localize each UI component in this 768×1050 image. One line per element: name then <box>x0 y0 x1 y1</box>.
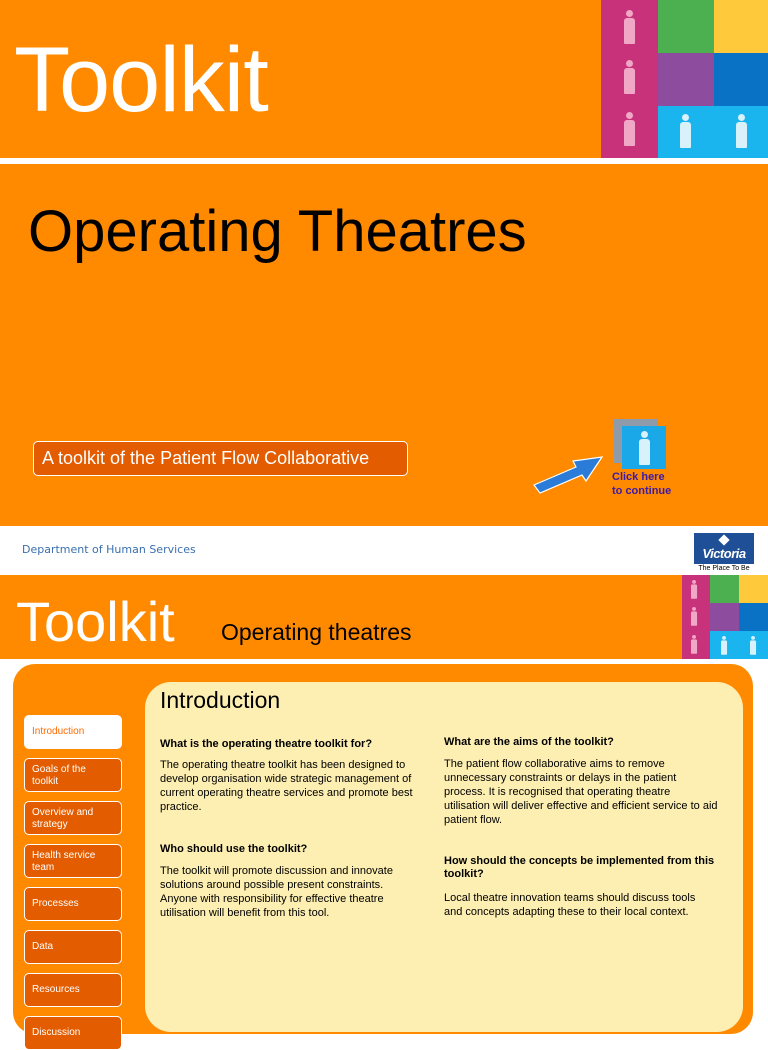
mosaic-blue <box>739 603 768 631</box>
mosaic-yellow <box>714 0 768 53</box>
answer-4: Local theatre innovation teams should discuss tools and concepts adapting these to their local context. <box>444 892 696 918</box>
person-icon <box>691 607 697 626</box>
mosaic-cyan <box>710 631 768 659</box>
mosaic-yellow <box>739 575 768 603</box>
nav-data[interactable]: Data <box>24 930 122 964</box>
victoria-logo <box>694 533 754 573</box>
nav-processes[interactable]: Processes <box>24 887 122 921</box>
mosaic-green <box>658 0 714 53</box>
person-icon <box>691 580 697 599</box>
continue-link[interactable] <box>612 470 671 498</box>
answer-2: The toolkit will promote discussion and innovate solutions around possible present constraints. Anyone with responsibility for effective theatre utilisation will benefit from this tool. <box>160 865 393 919</box>
nav-resources[interactable]: Resources <box>24 973 122 1007</box>
mosaic-blue <box>714 53 768 106</box>
continue-button[interactable] <box>614 419 666 469</box>
logo-tagline: The Place To Be <box>694 564 754 573</box>
person-icon <box>721 636 727 655</box>
crown-icon <box>718 534 729 545</box>
question-2: Who should use the toolkit? <box>160 843 308 855</box>
question-1: What is the operating theatre toolkit for? <box>160 738 373 750</box>
intro-title: Toolkit <box>16 590 175 653</box>
continue-line-1: Click here <box>612 471 665 483</box>
person-icon <box>624 112 634 146</box>
tagline-box: A toolkit of the Patient Flow Collaborative <box>33 441 408 476</box>
person-icon <box>624 60 634 94</box>
person-icon <box>750 636 756 655</box>
arrow-icon <box>530 453 610 495</box>
title-banner <box>0 0 768 158</box>
person-icon <box>624 10 634 44</box>
person-icon <box>736 114 746 148</box>
nav-introduction[interactable]: Introduction <box>24 715 122 749</box>
person-icon <box>680 114 690 148</box>
nav-goals[interactable]: Goals of the toolkit <box>24 758 122 792</box>
nav-discussion[interactable]: Discussion <box>24 1016 122 1050</box>
section-heading: Introduction <box>160 687 281 713</box>
question-4: How should the concepts be implemented from this toolkit? <box>444 855 715 880</box>
mosaic-purple <box>658 53 714 106</box>
mosaic-cyan <box>658 106 768 158</box>
logo-name: Victoria <box>702 546 746 561</box>
department-label: Department of Human Services <box>22 543 196 556</box>
continue-line-2: to continue <box>612 485 672 497</box>
nav-overview[interactable]: Overview and strategy <box>24 801 122 835</box>
mosaic-purple <box>710 603 739 631</box>
footer <box>0 526 768 575</box>
person-icon <box>639 431 649 465</box>
answer-1: The operating theatre toolkit has been designed to develop organisation wide strategic management of current operating theatre services and promote best practice. <box>160 759 413 813</box>
answer-3: The patient flow collaborative aims to remove unnecessary constraints or delays in the patient process. It is recognised that operating theatre utilisation will deliver effective and efficient service to aid patient flow. <box>444 758 718 826</box>
nav-health-service-team[interactable]: Health service team <box>24 844 122 878</box>
intro-header <box>0 575 768 659</box>
mosaic-green <box>710 575 739 603</box>
person-icon <box>691 635 697 654</box>
intro-subtitle: Operating theatres <box>221 619 412 645</box>
intro-slide <box>0 575 768 1038</box>
slide-subtitle: Operating Theatres <box>28 199 527 264</box>
slide-title: Toolkit <box>14 29 268 131</box>
question-3: What are the aims of the toolkit? <box>444 736 614 748</box>
